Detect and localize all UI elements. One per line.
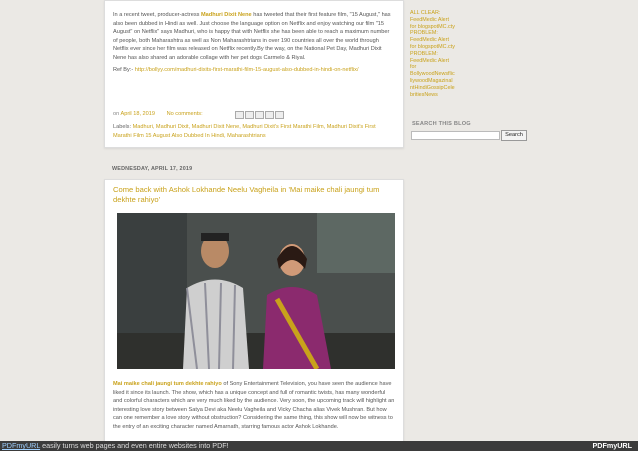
email-share-icon[interactable] (235, 111, 244, 119)
sidebar-link[interactable]: for blogspotMC.cty (410, 23, 455, 30)
post1-ref (113, 66, 395, 75)
sidebar-link[interactable]: liywoodMagazinal (410, 77, 453, 84)
post2-body (113, 380, 395, 432)
post1-text-bold[interactable]: Madhuri Dixit Nene (201, 12, 252, 18)
sidebar (410, 10, 530, 127)
post2-title-wrap (113, 185, 393, 204)
footer-text: easily turns web pages and even entire websites into PDF! (40, 441, 229, 450)
sidebar-link[interactable]: ntHindiGossipCele (410, 84, 455, 91)
sidebar-link[interactable]: BollywoodNewsflic (410, 71, 455, 78)
search-input[interactable] (411, 131, 500, 140)
post1-paragraph (113, 11, 395, 63)
pdfmyurl-footer (0, 441, 638, 451)
ref-link[interactable]: http://bollyy.com/madhuri-dixits-first-marathi-film-15-august-also-dubbed-in-hindi-on-netflix/ (134, 66, 359, 73)
blog-post-ashok (104, 179, 404, 443)
sidebar-link[interactable]: FeedMedic Alert (410, 37, 449, 44)
comments-link[interactable]: No comments: (166, 111, 203, 117)
post1-text-c: has tweeted that their first feature film, "15 August," has also been dubbed in Hindi as well. Just choose the language option on Netflix and enjoy watching our film "15 August" on Netflix" says Madhuri, who is happy that with Netflix she has been able to reach a maximum number of people, both Maharashtra as well as Non Maharashtrians in over 190 countries all over the world through Netflix ever since her film was released on Netflix recently.By the way, on the National Pet Day, Madhuri Dixit Nene has also shared an adorable collage with her pet dogs Carmelo & Riyal. (113, 12, 391, 61)
post2-text: of Sony Entertainment Television, you have seen the audience have liked it since its launch. The show, which has a unique concept and full of romantic twists, has many wonderful and colorful characters which are very much liked by the audience. Very soon, the upcoming track will highlight an interesting love story between Satya Devi aka Neelu Vagheila and Vicky Chacha alias Vivek Mushran. But how can one remember a love story without obstruction? Considering the same thing, this show will now be witness to the entry of an exciting character named Amarnath, starring famous actor Ashok Lokhande. (113, 381, 395, 430)
sidebar-link[interactable]: PROBLEM: (410, 50, 438, 57)
twitter-share-icon[interactable] (255, 111, 264, 119)
sidebar-link[interactable]: ALL CLEAR: (410, 10, 441, 16)
date-header: WEDNESDAY, APRIL 17, 2019 (112, 166, 193, 172)
actors-photo-icon (117, 213, 395, 369)
sidebar-link[interactable]: for (410, 64, 417, 71)
labels-prefix: Labels: (113, 124, 132, 130)
pdfmyurl-link[interactable]: PDFmyURL (2, 441, 41, 450)
sidebar-link[interactable]: FeedMedic Alert (410, 16, 449, 23)
pdfmyurl-logo[interactable]: PDFmyURL (592, 441, 632, 450)
blog-post-madhuri (104, 0, 404, 148)
sidebar-link[interactable]: for blogspotMC.cty (410, 43, 455, 50)
post-title[interactable]: Come back with Ashok Lokhande Neelu Vagheila in 'Mai maike chali jaungi tum dekhte rahiyo' (113, 185, 380, 204)
post2-paragraph (113, 380, 395, 432)
meta-on: on (113, 111, 120, 117)
post-date-link[interactable]: April 18, 2019 (120, 111, 156, 117)
post1-body (113, 11, 395, 74)
sidebar-link[interactable]: FeedMedic Alert (410, 57, 449, 64)
post1-meta (113, 111, 203, 117)
ref-label: Ref By:- (113, 66, 134, 73)
labels-links[interactable]: Madhuri, Madhuri Dixit, Madhuri Dixit Nene, Madhuri Dixit's First Marathi Film, Madhuri Dixit's First Marathi Film 15 August Also Dubbed In Hindi, Maharashtrians (113, 124, 376, 139)
pinterest-share-icon[interactable] (275, 111, 284, 119)
post-photo (117, 213, 395, 369)
sidebar-link[interactable]: britiesNews (410, 91, 438, 98)
search-title: SEARCH THIS BLOG (412, 121, 471, 127)
post1-labels (113, 123, 395, 140)
sidebar-link[interactable]: PROBLEM: (410, 30, 438, 37)
post1-text-a: In a recent tweet, producer-actress (113, 12, 201, 18)
facebook-share-icon[interactable] (265, 111, 274, 119)
search-button[interactable]: Search (501, 130, 527, 141)
share-buttons (235, 111, 284, 119)
blog-share-icon[interactable] (245, 111, 254, 119)
sidebar-links (410, 10, 530, 98)
post2-bold-intro[interactable]: Mai maike chali jaungi tum dekhte rahiyo (113, 381, 222, 387)
